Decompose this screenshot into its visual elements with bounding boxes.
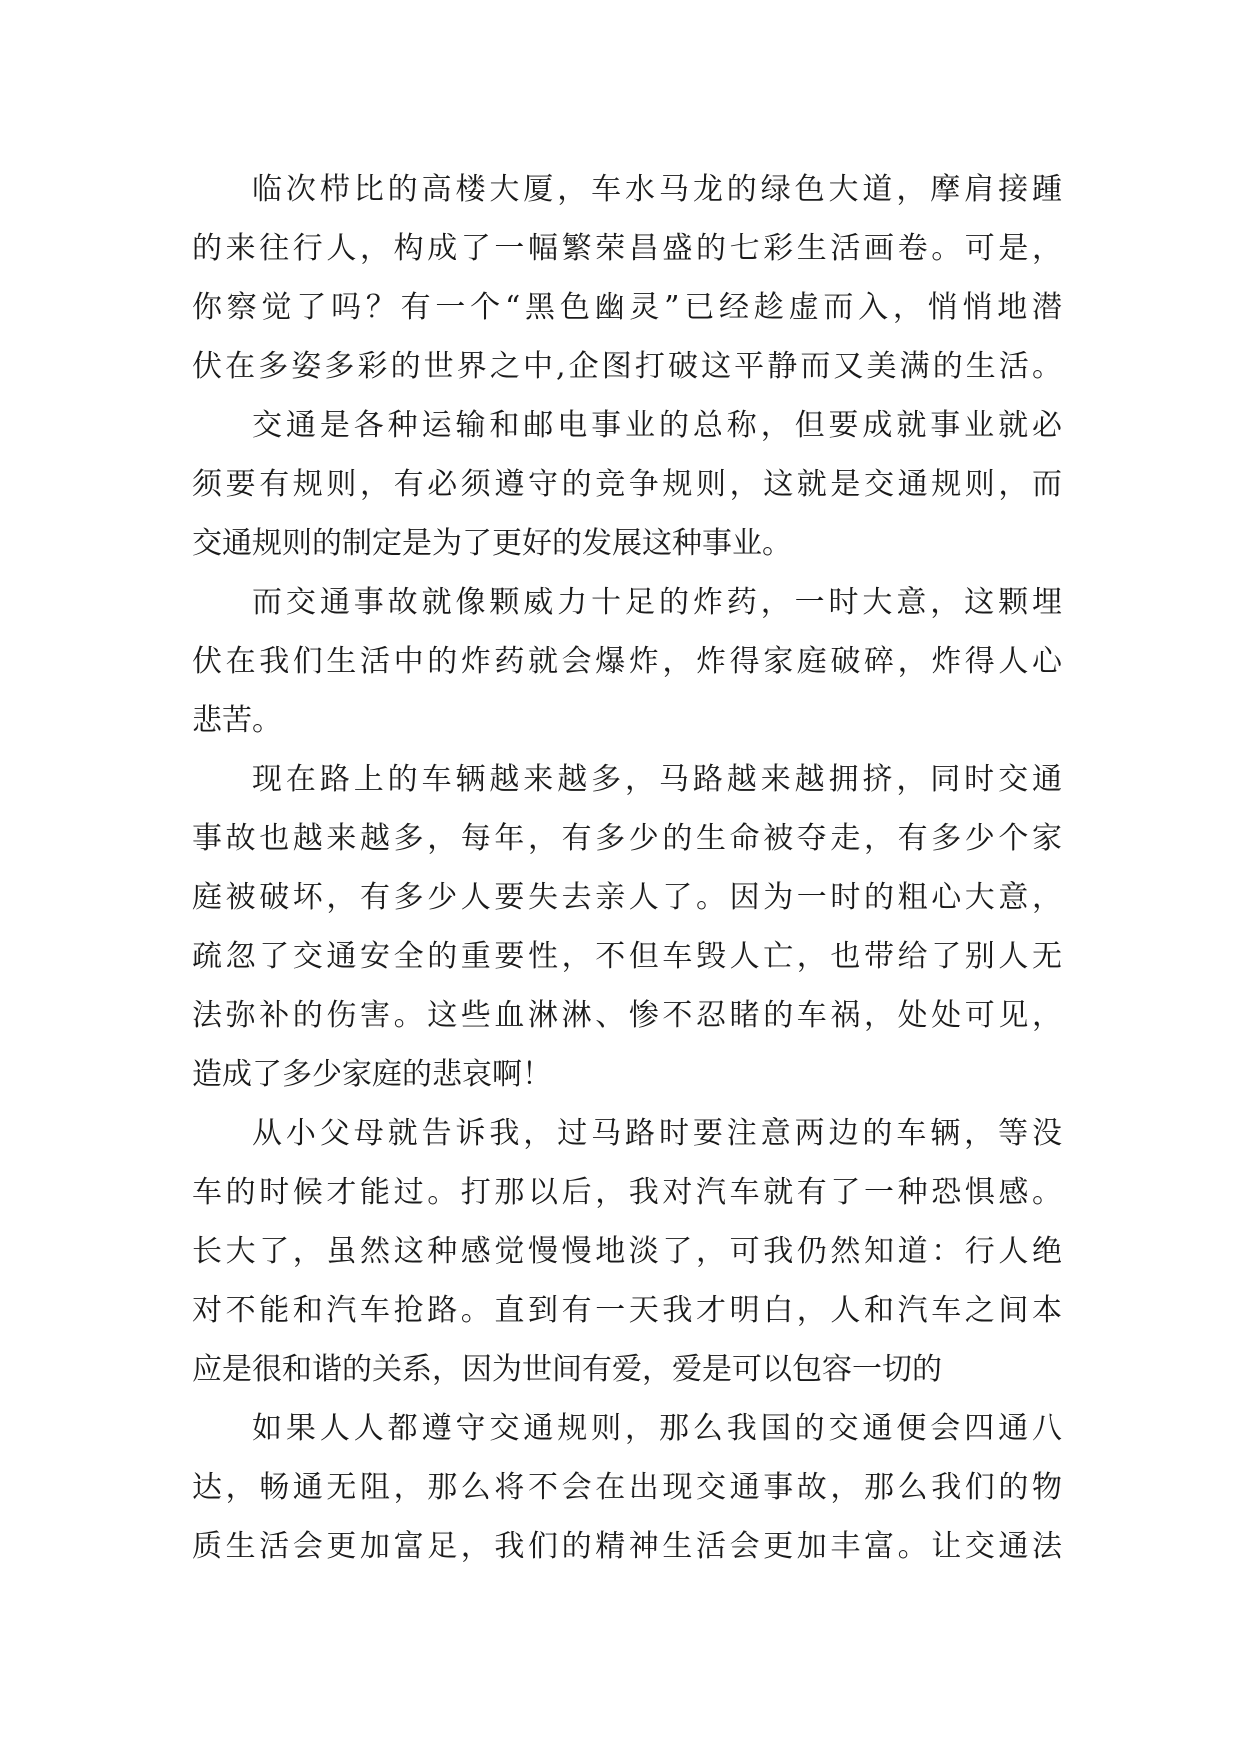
text-line: 造成了多少家庭的悲哀啊！: [192, 1057, 552, 1092]
paragraph: [192, 1104, 1062, 1399]
text-line: 车的时候才能过。打那以后，我对汽车就有了一种恐惧感。: [192, 1175, 1062, 1210]
paragraph: [192, 1399, 1062, 1576]
document-body: [192, 160, 1062, 1576]
text-line: 伏在我们生活中的炸药就会爆炸，炸得家庭破碎，炸得人心: [192, 644, 1062, 679]
text-line: 应是很和谐的关系，因为世间有爱，爱是可以包容一切的: [192, 1352, 942, 1387]
text-line: 法弥补的伤害。这些血淋淋、惨不忍睹的车祸，处处可见，: [192, 998, 1062, 1033]
text-line: 长大了，虽然这种感觉慢慢地淡了，可我仍然知道：行人绝: [192, 1234, 1062, 1269]
text-line: 悲苦。: [192, 703, 282, 738]
text-line: 交通规则的制定是为了更好的发展这种事业。: [192, 526, 792, 561]
text-line: 现在路上的车辆越来越多，马路越来越拥挤，同时交通: [252, 762, 1062, 797]
text-line: 而交通事故就像颗威力十足的炸药，一时大意，这颗埋: [252, 585, 1062, 620]
text-line: 从小父母就告诉我，过马路时要注意两边的车辆，等没: [252, 1116, 1062, 1151]
text-line: 伏在多姿多彩的世界之中,企图打破这平静而又美满的生活。: [192, 349, 1062, 384]
paragraph: [192, 573, 1062, 750]
paragraph: [192, 160, 1062, 396]
text-line: 疏忽了交通安全的重要性，不但车毁人亡，也带给了别人无: [192, 939, 1062, 974]
text-line: 如果人人都遵守交通规则，那么我国的交通便会四通八: [252, 1411, 1062, 1446]
text-line: 对不能和汽车抢路。直到有一天我才明白，人和汽车之间本: [192, 1293, 1062, 1328]
text-line: 庭被破坏，有多少人要失去亲人了。因为一时的粗心大意，: [192, 880, 1062, 915]
paragraph: [192, 750, 1062, 1104]
paragraph: [192, 396, 1062, 573]
text-line: 事故也越来越多，每年，有多少的生命被夺走，有多少个家: [192, 821, 1062, 856]
text-line: 须要有规则，有必须遵守的竞争规则，这就是交通规则，而: [192, 467, 1062, 502]
text-line: 的来往行人，构成了一幅繁荣昌盛的七彩生活画卷。可是，: [192, 231, 1062, 266]
text-line: 临次栉比的高楼大厦，车水马龙的绿色大道，摩肩接踵: [252, 172, 1062, 207]
text-line: 达，畅通无阻，那么将不会在出现交通事故，那么我们的物: [192, 1470, 1062, 1505]
text-line: 你察觉了吗？有一个“黑色幽灵”已经趁虚而入，悄悄地潜: [192, 290, 1062, 325]
text-line: 质生活会更加富足，我们的精神生活会更加丰富。让交通法: [192, 1529, 1062, 1564]
text-line: 交通是各种运输和邮电事业的总称，但要成就事业就必: [252, 408, 1062, 443]
